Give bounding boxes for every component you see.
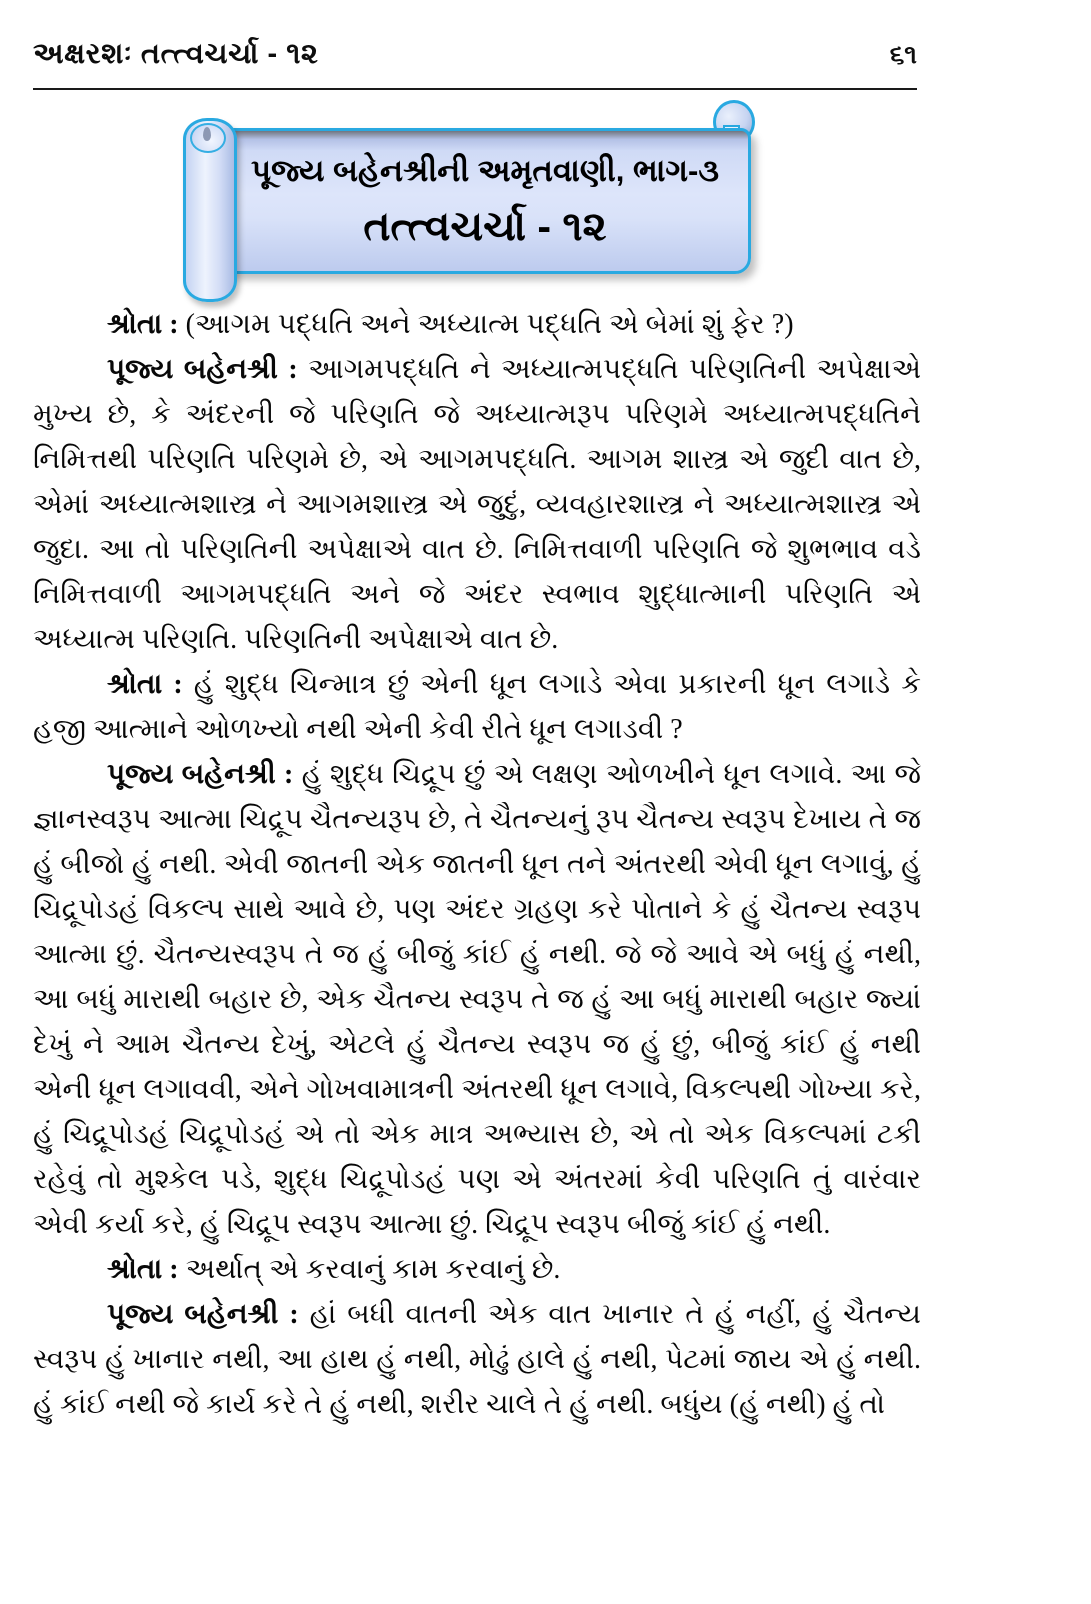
paragraph-6: [33, 1292, 921, 1427]
paragraph-text: (આગમ પદ્ધતિ અને અધ્યાત્મ પદ્ધતિ એ બેમાં શું ફેર ?): [185, 309, 794, 340]
banner-text: [233, 138, 737, 266]
paragraph-text: આગમપદ્ધતિ ને અધ્યાત્મપદ્ધતિ પરિણતિની અપેક્ષાએ મુખ્ય છે, કે અંદરની જે પરિણતિ જે અધ્યાત્મરૂપ પરિણમે અધ્યાત્મપદ્ધતિને નિમિત્તથી પરિણતિ પરિણમે છે, એ આગમપદ્ધતિ. આગમ શાસ્ત્ર એ જુદી વાત છે, એમાં અધ્યાત્મશાસ્ત્ર ને આગમશાસ્ત્ર એ જુદું, વ્યવહારશાસ્ત્ર ને અધ્યાત્મશાસ્ત્ર એ જુદા. આ તો પરિણતિની અપેક્ષાએ વાત છે. નિમિત્તવાળી પરિણતિ જે શુભભાવ વડે નિમિત્તવાળી આગમપદ્ધતિ અને જે અંદર સ્વભાવ શુદ્ધાત્માની પરિણતિ એ અધ્યાત્મ પરિણતિ. પરિણતિની અપેક્ષાએ વાત છે.: [33, 354, 922, 655]
paragraph-text: હું શુદ્ધ ચિન્માત્ર છું એની ધૂન લગાડે એવા પ્રકારની ધૂન લગાડે કે હજી આત્માને ઓળખ્યો નથી એની કેવી રીતે ધૂન લગાડવી ?: [33, 669, 921, 745]
header-divider: [33, 88, 917, 90]
speaker-label: પૂજ્ય બહેનશ્રી :: [107, 1299, 299, 1330]
paragraph-4: [33, 752, 921, 1247]
paragraph-5: [33, 1247, 921, 1292]
paragraph-1: [33, 302, 921, 347]
body-text: [33, 302, 921, 1427]
scroll-roll-icon: [183, 118, 237, 302]
paragraph-3: [33, 662, 921, 752]
banner-title: તત્ત્વચર્ચા - ૧૨: [363, 203, 607, 250]
paragraph-text: હાં બધી વાતની એક વાત ખાનાર તે હું નહીં, હું ચૈતન્ય સ્વરૂપ હું ખાનાર નથી, આ હાથ હું નથી, મોઢું હાલે હું નથી, પેટમાં જાય એ હું નથી. હું કાંઈ નથી જે કાર્ય કરે તે હું નથી, શરીર ચાલે તે હું નથી. બધુંય (હું નથી) હું તો: [33, 1299, 921, 1420]
paragraph-text: અર્થાત્ એ કરવાનું કામ કરવાનું છે.: [185, 1254, 561, 1285]
chapter-title: અક્ષરશઃ તત્ત્વચર્ચા - ૧૨: [33, 38, 319, 70]
speaker-label: શ્રોતા :: [107, 669, 183, 700]
speaker-label: શ્રોતા :: [107, 309, 179, 340]
speaker-label: પૂજ્ય બહેનશ્રી :: [107, 354, 298, 385]
speaker-label: પૂજ્ય બહેનશ્રી :: [107, 759, 294, 790]
paragraph-text: હું શુદ્ધ ચિદ્રૂપ છું એ લક્ષણ ઓળખીને ધૂન લગાવે. આ જે જ્ઞાનસ્વરૂપ આત્મા ચિદ્રૂપ ચૈતન્યરૂપ છે, તે ચૈતન્યનું રૂપ ચૈતન્ય સ્વરૂપ દેખાય તે જ હું બીજો હું નથી. એવી જાતની એક જાતની ધૂન તને અંતરથી એવી ધૂન લગાવું, હું ચિદ્રૂપોડહં વિકલ્પ સાથે આવે છે, પણ અંદર ગ્રહણ કરે પોતાને કે હું ચૈતન્ય સ્વરૂપ આત્મા છું. ચૈતન્યસ્વરૂપ તે જ હું બીજું કાંઈ હું નથી. જે જે આવે એ બધું હું નથી, આ બધું મારાથી બહાર છે, એક ચૈતન્ય સ્વરૂપ તે જ હું આ બધું મારાથી બહાર જ્યાં દેખું ને આમ ચૈતન્ય દેખું, એટલે હું ચૈતન્ય સ્વરૂપ જ હું છું, બીજું કાંઈ હું નથી એની ધૂન લગાવવી, એને ગોખવામાત્રની અંતરથી ધૂન લગાવે, વિકલ્પથી ગોખ્યા કરે, હું ચિદ્રૂપોડહં ચિદ્રૂપોડહં એ તો એક માત્ર અભ્યાસ છે, એ તો એક વિકલ્પમાં ટકી રહેવું તો મુશ્કેલ પડે, શુદ્ધ ચિદ્રૂપોડહં પણ એ અંતરમાં કેવી પરિણતિ તું વારંવાર એવી કર્યા કરે, હું ચિદ્રૂપ સ્વરૂપ આત્મા છું. ચિદ્રૂપ સ્વરૂપ બીજું કાંઈ હું નથી.: [33, 759, 921, 1240]
running-header: [33, 38, 917, 71]
banner-subtitle: પૂજ્ય બહેનશ્રીની અમૃતવાણી, ભાગ-૩: [250, 153, 720, 189]
page-number: ૬૧: [889, 39, 917, 69]
paragraph-2: [33, 347, 921, 662]
speaker-label: શ્રોતા :: [107, 1254, 179, 1285]
scroll-banner: [183, 100, 757, 296]
